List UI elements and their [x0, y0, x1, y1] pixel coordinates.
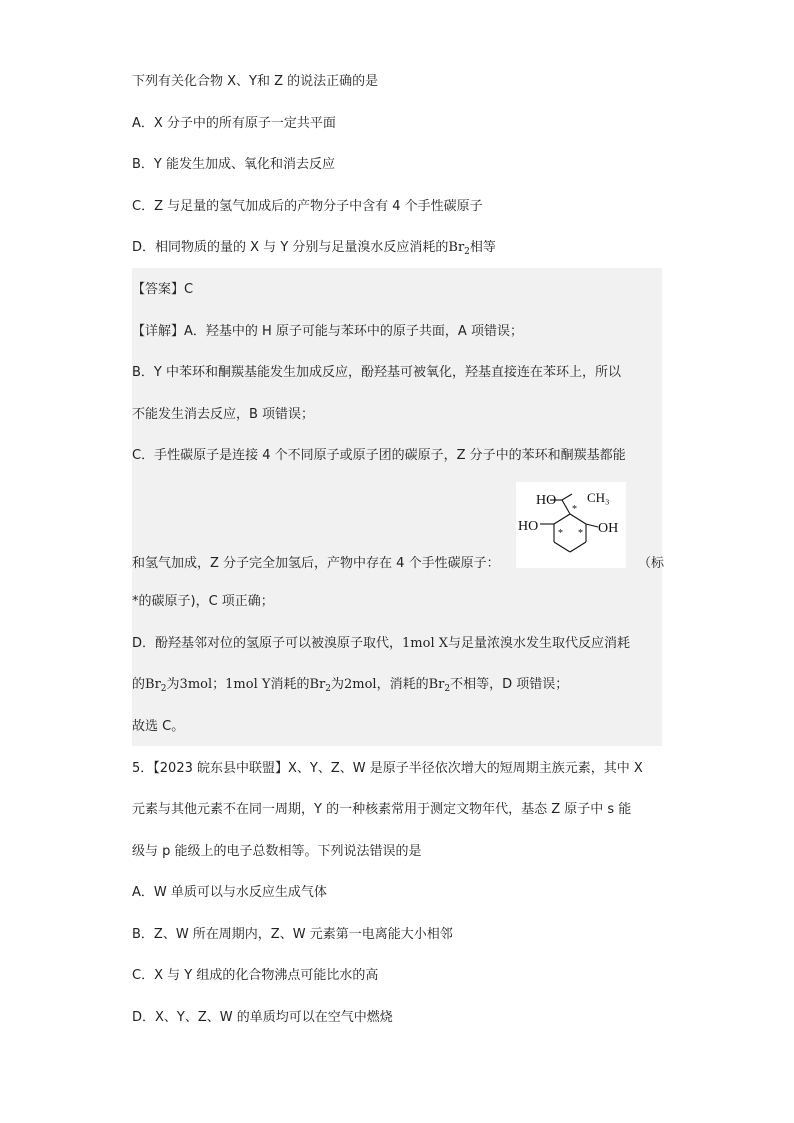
explanation-d-line1: D．酚羟基邻对位的氢原子可以被溴原子取代，1mol X与足量浓溴水发生取代反应消耗 [132, 636, 631, 651]
chiral-star: * [578, 528, 583, 539]
question-4-option-d: D．相同物质的量的 X 与 Y 分别与足量溴水反应消耗的$Br_2$相等 [132, 240, 496, 257]
ho-top-label: HO [536, 493, 557, 508]
question-5-stem-line3: 级与 p 能级上的电子总数相等。下列说法错误的是 [132, 844, 422, 859]
explanation-c-line2: 和氢气加成，Z 分子完全加氢后，产物中存在 4 个手性碳原子： [132, 556, 500, 571]
explanation-c-line2-tail: （标 [638, 556, 665, 571]
molecule-diagram [516, 482, 626, 568]
br2-formula: $Br_2$ [448, 240, 470, 257]
answer-conclusion: 故选 C。 [132, 719, 185, 734]
hydrogenated-product-structure [516, 482, 626, 568]
question-5-stem-line1: 5．【2023 皖东县中联盟】X、Y、Z、W 是原子半径依次增大的短周期主族元素，其中 X [132, 761, 643, 776]
explanation-b-line1: B．Y 中苯环和酮羰基能发生加成反应，酚羟基可被氧化，羟基直接连在苯环上，所以 [132, 365, 621, 380]
question-5-option-c: C．X 与 Y 组成的化合物沸点可能比水的高 [132, 968, 379, 983]
explanation-c-line3: *的碳原子)，C 项正确； [132, 594, 274, 609]
answer-label: 【答案】C [132, 282, 194, 297]
chiral-star: * [572, 504, 577, 515]
question-5-option-a: A．W 单质可以与水反应生成气体 [132, 885, 327, 900]
explanation-c-line1: C．手性碳原子是连接 4 个不同原子或原子团的碳原子，Z 分子中的苯环和酮羰基都能 [132, 448, 626, 463]
question-4-option-a: A．X 分子中的所有原子一定共平面 [132, 116, 336, 131]
explanation-d-line2: 的$Br_2$为3mol；1mol Y消耗的$Br_2$为2mol，消耗的$Br_2$不相等，D 项错误； [132, 677, 569, 694]
question-5-option-b: B．Z、W 所在周期内，Z、W 元素第一电离能大小相邻 [132, 927, 453, 942]
question-4-option-b: B．Y 能发生加成、氧化和消去反应 [132, 157, 335, 172]
question-4-stem: 下列有关化合物 X、Y和 Z 的说法正确的是 [132, 74, 379, 89]
question-4-option-c: C．Z 与足量的氢气加成后的产物分子中含有 4 个手性碳原子 [132, 199, 483, 214]
ho-left-label: HO [518, 519, 539, 534]
ch3-label: CH₃ [587, 490, 610, 505]
explanation-a: 【详解】A．羟基中的 H 原子可能与苯环中的原子共面，A 项错误； [132, 324, 523, 339]
question-5-stem-line2: 元素与其他元素不在同一周期，Y 的一种核素常用于测定文物年代，基态 Z 原子中 s 能 [132, 802, 632, 817]
oh-right-label: OH [598, 521, 619, 536]
explanation-b-line2: 不能发生消去反应，B 项错误； [132, 407, 315, 422]
chiral-star: * [558, 528, 563, 539]
question-5-option-d: D．X、Y、Z、W 的单质均可以在空气中燃烧 [132, 1010, 393, 1025]
